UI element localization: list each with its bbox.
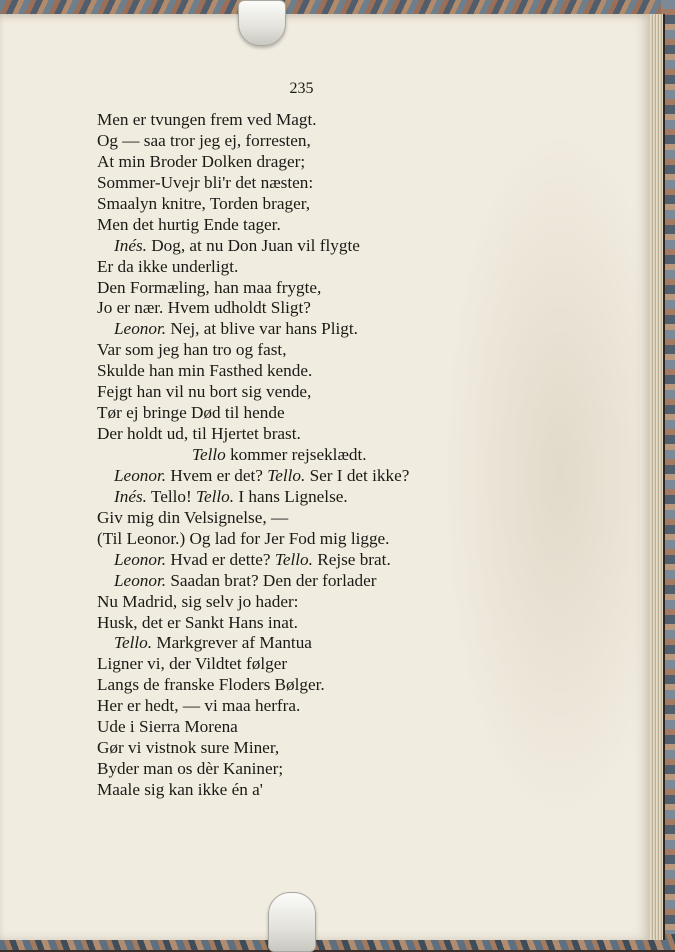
top-page-clip — [238, 0, 286, 46]
verse-line — [97, 236, 409, 257]
verse-line: Og — saa tror jeg ej, forresten, — [97, 130, 311, 150]
speaker-name: Tello. — [274, 549, 313, 569]
verse-line: Giv mig din Velsignelse, — — [97, 507, 289, 527]
speech-text: Nej, at blive var hans Pligt. — [166, 319, 358, 339]
verse-text-block — [97, 110, 409, 801]
verse-line: Husk, det er Sankt Hans inat. — [97, 612, 298, 632]
verse-line: Nu Madrid, sig selv jo hader: — [97, 591, 299, 611]
speaker-name: Inés. — [114, 486, 147, 506]
speech-text: Ser I det ikke? — [305, 465, 410, 485]
speech-text: I hans Lignelse. — [234, 486, 348, 506]
stage-text: kommer rejseklædt. — [225, 445, 367, 464]
verse-line: Sommer-Uvejr bli'r det næsten: — [97, 172, 314, 192]
verse-line: Byder man os dèr Kaniner; — [97, 759, 284, 779]
verse-line — [97, 466, 409, 487]
speaker-name: Tello — [192, 445, 226, 464]
verse-line: At min Broder Dolken drager; — [97, 151, 306, 171]
speech-text: Dog, at nu Don Juan vil flygte — [146, 235, 360, 255]
speech-text: Hvad er dette? — [166, 549, 275, 569]
show-through-shadow — [440, 124, 640, 824]
verse-line — [97, 550, 409, 571]
verse-line: Her er hedt, — vi maa herfra. — [97, 696, 301, 716]
speaker-name: Tello. — [114, 633, 153, 653]
speaker-name: Tello. — [196, 486, 235, 506]
verse-line — [97, 319, 409, 340]
verse-line: Er da ikke underligt. — [97, 256, 239, 276]
speaker-name: Leonor. — [114, 319, 167, 339]
speaker-name: Leonor. — [114, 549, 167, 569]
speaker-name: Inés. — [114, 235, 147, 255]
verse-line: Gør vi vistnok sure Miner, — [97, 738, 280, 758]
verse-line: Men er tvungen frem ved Magt. — [97, 110, 317, 129]
stage-direction — [97, 445, 409, 466]
speaker-name: Leonor. — [114, 465, 167, 485]
verse-line: Men det hurtig Ende tager. — [97, 214, 281, 234]
speaker-name: Tello. — [267, 465, 306, 485]
verse-line: Maale sig kan ikke én a' — [97, 780, 263, 799]
verse-line: Ude i Sierra Morena — [97, 717, 238, 737]
verse-line: Jo er nær. Hvem udholdt Sligt? — [97, 298, 311, 318]
verse-line: Var som jeg han tro og fast, — [97, 340, 287, 360]
verse-line: Langs de franske Floders Bølger. — [97, 675, 325, 695]
verse-line: Den Formæling, han maa frygte, — [97, 277, 322, 297]
verse-line — [97, 571, 409, 592]
speech-text: Saadan brat? Den der forlader — [166, 570, 377, 590]
bottom-page-clip — [268, 892, 316, 952]
speech-text: Hvem er det? — [166, 465, 268, 485]
verse-line — [97, 633, 409, 654]
page-number: 235 — [289, 80, 314, 97]
verse-line — [97, 487, 409, 508]
speech-text: Markgrever af Mantua — [152, 633, 312, 653]
verse-line: Smaalyn knitre, Torden brager, — [97, 193, 311, 213]
verse-line: Ligner vi, der Vildtet følger — [97, 654, 288, 674]
verse-line: Tør ej bringe Død til hende — [97, 403, 285, 423]
speech-text: Tello! — [146, 486, 197, 506]
verse-line: Fejgt han vil nu bort sig vende, — [97, 382, 312, 402]
speech-text: Rejse brat. — [312, 549, 391, 569]
verse-line: Der holdt ud, til Hjertet brast. — [97, 424, 301, 444]
verse-line: Skulde han min Fasthed kende. — [97, 361, 313, 381]
speaker-name: Leonor. — [114, 570, 167, 590]
verse-line: (Til Leonor.) Og lad for Jer Fod mig ligge. — [97, 528, 390, 548]
